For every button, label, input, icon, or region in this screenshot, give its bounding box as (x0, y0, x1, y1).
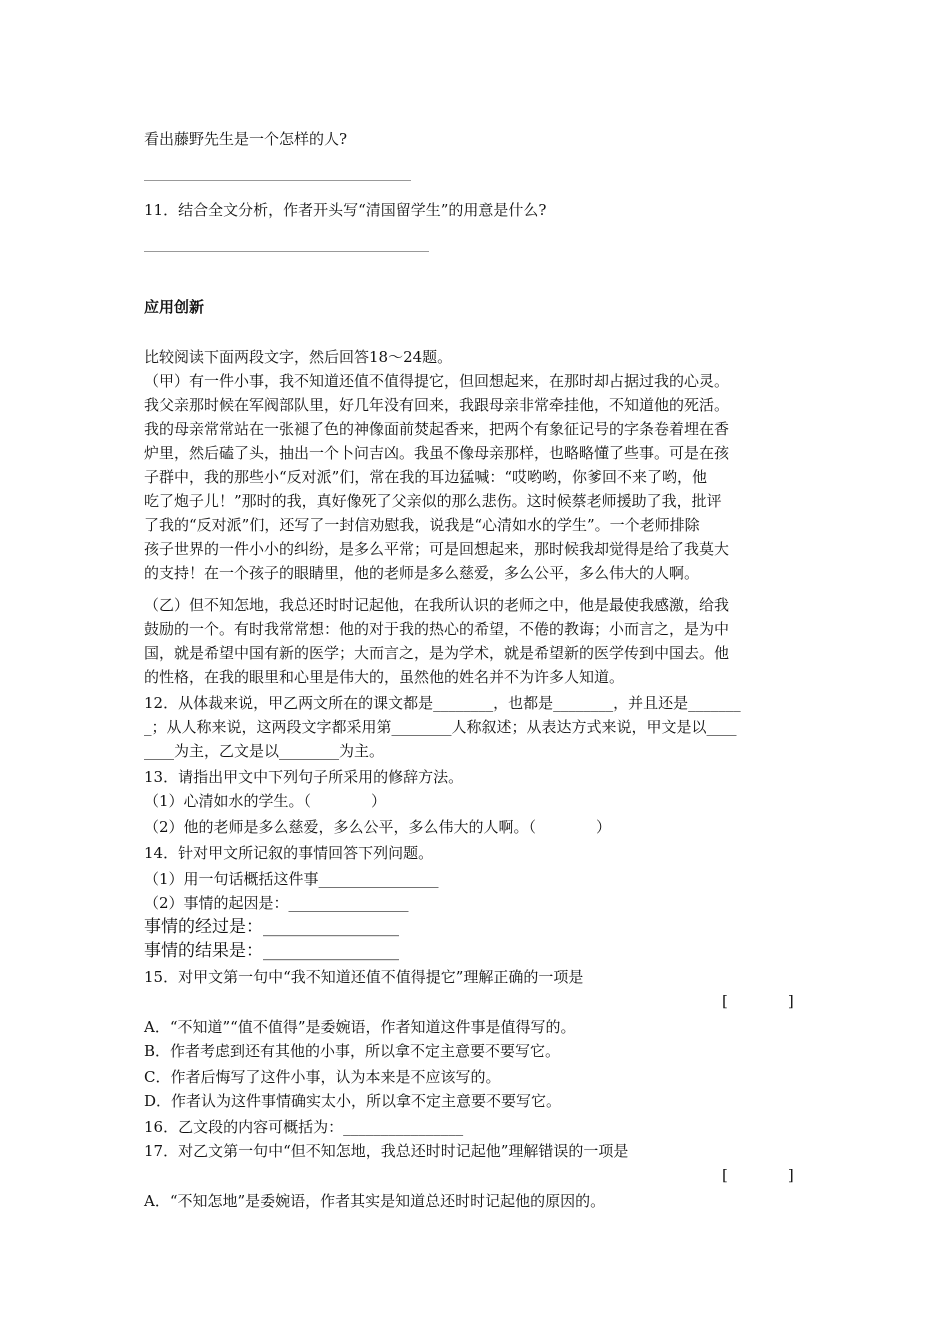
question-12-line: 12．从体裁来说，甲乙两文所在的课文都是________，也都是________，并且还是_______ (144, 694, 741, 712)
question-14-item-4: 事情的结果是：________________ (144, 941, 399, 961)
q15-option-b: B．作者考虑到还有其他的小事，所以拿不定主意要不要写它。 (144, 1042, 561, 1060)
q17-option-a: A．“不知怎地”是委婉语，作者其实是知道总还时时记起他的原因的。 (144, 1192, 606, 1210)
answer-bracket-q17: [ ] (722, 1166, 794, 1184)
q15-option-c: C．作者后悔写了这件小事，认为本来是不应该写的。 (144, 1068, 501, 1086)
passage-yi-line: 的性格，在我的眼里和心里是伟大的，虽然他的姓名并不为许多人知道。 (144, 668, 625, 686)
question-14-item-2: （2）事情的起因是：________________ (144, 894, 409, 912)
question-17: 17．对乙文第一句中“但不知怎地，我总还时时记起他”理解错误的一项是 (144, 1142, 629, 1160)
q10-tail-text: 看出藤野先生是一个怎样的人? (144, 130, 348, 148)
question-13-item-1: （1）心清如水的学生。（ ） (144, 792, 387, 810)
question-14: 14．针对甲文所记叙的事情回答下列问题。 (144, 844, 434, 862)
passage-jia-line: 我的母亲常常站在一张褪了色的神像面前焚起香来，把两个有象征记号的字条卷着埋在香 (144, 420, 730, 438)
passage-jia-line: 的支持！在一个孩子的眼睛里，他的老师是多么慈爱，多么公平，多么伟大的人啊。 (144, 564, 700, 582)
reading-intro: 比较阅读下面两段文字，然后回答18～24题。 (144, 348, 453, 366)
passage-jia-line: 孩子世界的一件小小的纠纷，是多么平常；可是回想起来，那时候我却觉得是给了我莫大 (144, 540, 730, 558)
passage-jia-line: 了我的“反对派”们，还写了一封信劝慰我，说我是“心清如水的学生”。一个老师排除 (144, 516, 700, 534)
answer-line-q10 (144, 180, 411, 181)
answer-line-q11 (144, 251, 429, 252)
passage-yi-line: 鼓励的一个。有时我常常想：他的对于我的热心的希望，不倦的教诲；小而言之，是为中 (144, 620, 730, 638)
q15-option-a: A．“不知道”“值不值得”是委婉语，作者知道这件事是值得写的。 (144, 1018, 576, 1036)
question-12-line: _；从人称来说，这两段文字都采用第________人称叙述；从表达方式来说，甲文是以____ (144, 718, 737, 736)
question-12-line: ____为主，乙文是以________为主。 (144, 742, 385, 760)
passage-yi-line: （乙）但不知怎地，我总还时时记起他，在我所认识的老师之中，他是最使我感激，给我 (144, 596, 730, 614)
q15-option-d: D．作者认为这件事情确实太小，所以拿不定主意要不要写它。 (144, 1092, 562, 1110)
question-16: 16．乙文段的内容可概括为：________________ (144, 1118, 464, 1136)
passage-jia-line: 我父亲那时候在军阀部队里，好几年没有回来，我跟母亲非常牵挂他，不知道他的死活。 (144, 396, 730, 414)
answer-bracket-q15: [ ] (722, 992, 794, 1010)
passage-yi-line: 国，就是希望中国有新的医学；大而言之，是为学术，就是希望新的医学传到中国去。他 (144, 644, 730, 662)
question-14-item-3: 事情的经过是：________________ (144, 917, 399, 937)
question-14-item-1: （1）用一句话概括这件事________________ (144, 870, 439, 888)
question-15: 15．对甲文第一句中“我不知道还值不值得提它”理解正确的一项是 (144, 968, 584, 986)
question-11: 11．结合全文分析，作者开头写“清国留学生”的用意是什么? (144, 201, 547, 219)
passage-jia-line: 子群中，我的那些小“反对派”们，常在我的耳边猛喊：“哎哟哟，你爹回不来了哟，他 (144, 468, 708, 486)
passage-jia-line: （甲）有一件小事，我不知道还值不值得提它，但回想起来，在那时却占据过我的心灵。 (144, 372, 730, 390)
question-13-item-2: （2）他的老师是多么慈爱，多么公平，多么伟大的人啊。（ ） (144, 818, 612, 836)
passage-jia-line: 炉里，然后磕了头，抽出一个卜问吉凶。我虽不像母亲那样，也略略懂了些事。可是在孩 (144, 444, 730, 462)
passage-jia-line: 吃了炮子儿！”那时的我，真好像死了父亲似的那么悲伤。这时候蔡老师援助了我，批评 (144, 492, 722, 510)
section-heading: 应用创新 (144, 298, 205, 316)
question-13: 13．请指出甲文中下列句子所采用的修辞方法。 (144, 768, 464, 786)
